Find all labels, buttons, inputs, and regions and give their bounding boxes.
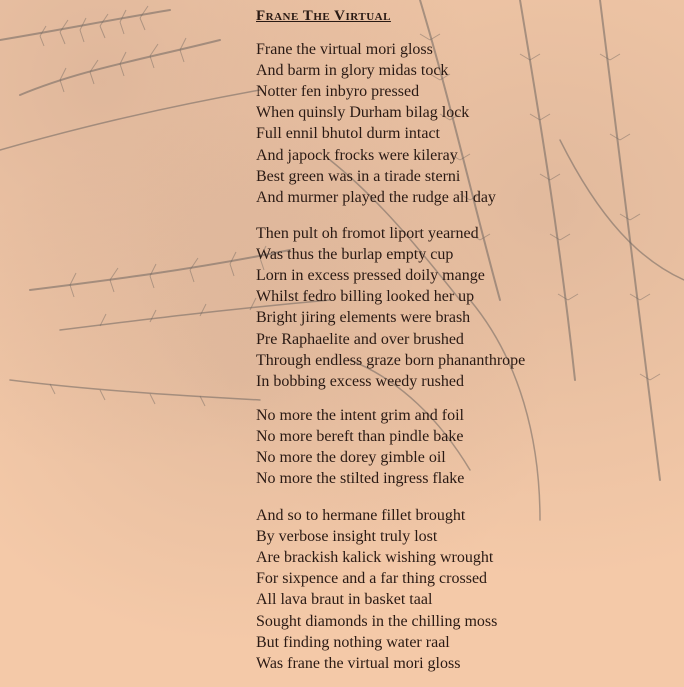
poem-line: Was thus the burlap empty cup — [256, 246, 454, 264]
poem-line: Frane the virtual mori gloss — [256, 41, 433, 58]
poem-line: Through endless graze born phananthrope — [256, 351, 526, 369]
poem-line: For sixpence and a far thing crossed — [256, 570, 488, 588]
poem-line: And murmer played the rudge all day — [256, 188, 496, 206]
poem-line: And barm in glory midas tock — [256, 62, 449, 80]
poem-line: When quinsly Durham bilag lock — [256, 104, 470, 122]
poem-line: Are brackish kalick wishing wrought — [256, 549, 494, 567]
poem-line: Sought diamonds in the chilling moss — [256, 612, 498, 630]
poem-line: Whilst fedro billing looked her up — [256, 288, 475, 306]
poem-title: Frane The Virtual — [256, 8, 391, 24]
poem-line: Pre Raphaelite and over brushed — [256, 330, 464, 348]
poem-line: No more the dorey gimble oil — [256, 449, 446, 467]
poem-line: And japock frocks were kileray — [256, 146, 458, 164]
poem-line: In bobbing excess weedy rushed — [256, 372, 464, 390]
poem-line: Lorn in excess pressed doily mange — [256, 267, 485, 285]
poem-line: No more bereft than pindle bake — [256, 428, 464, 446]
poem-line: All lava braut in basket taal — [256, 591, 433, 609]
poem-line: Notter fen inbyro pressed — [256, 83, 420, 101]
poem-line: Was frane the virtual mori gloss — [256, 654, 461, 672]
poem-line: Best green was in a tirade sterni — [256, 167, 461, 185]
poem-line: And so to hermane fillet brought — [256, 507, 466, 524]
poem-line: No more the intent grim and foil — [256, 407, 464, 424]
poem-line: Then pult oh fromot liport yearned — [256, 225, 479, 242]
poem-line: By verbose insight truly lost — [256, 528, 438, 546]
poem-line: But finding nothing water raal — [256, 633, 450, 651]
poem-line: Full ennil bhutol durm intact — [256, 125, 440, 143]
poem-line: No more the stilted ingress flake — [256, 470, 465, 488]
poem-line: Bright jiring elements were brash — [256, 309, 471, 327]
